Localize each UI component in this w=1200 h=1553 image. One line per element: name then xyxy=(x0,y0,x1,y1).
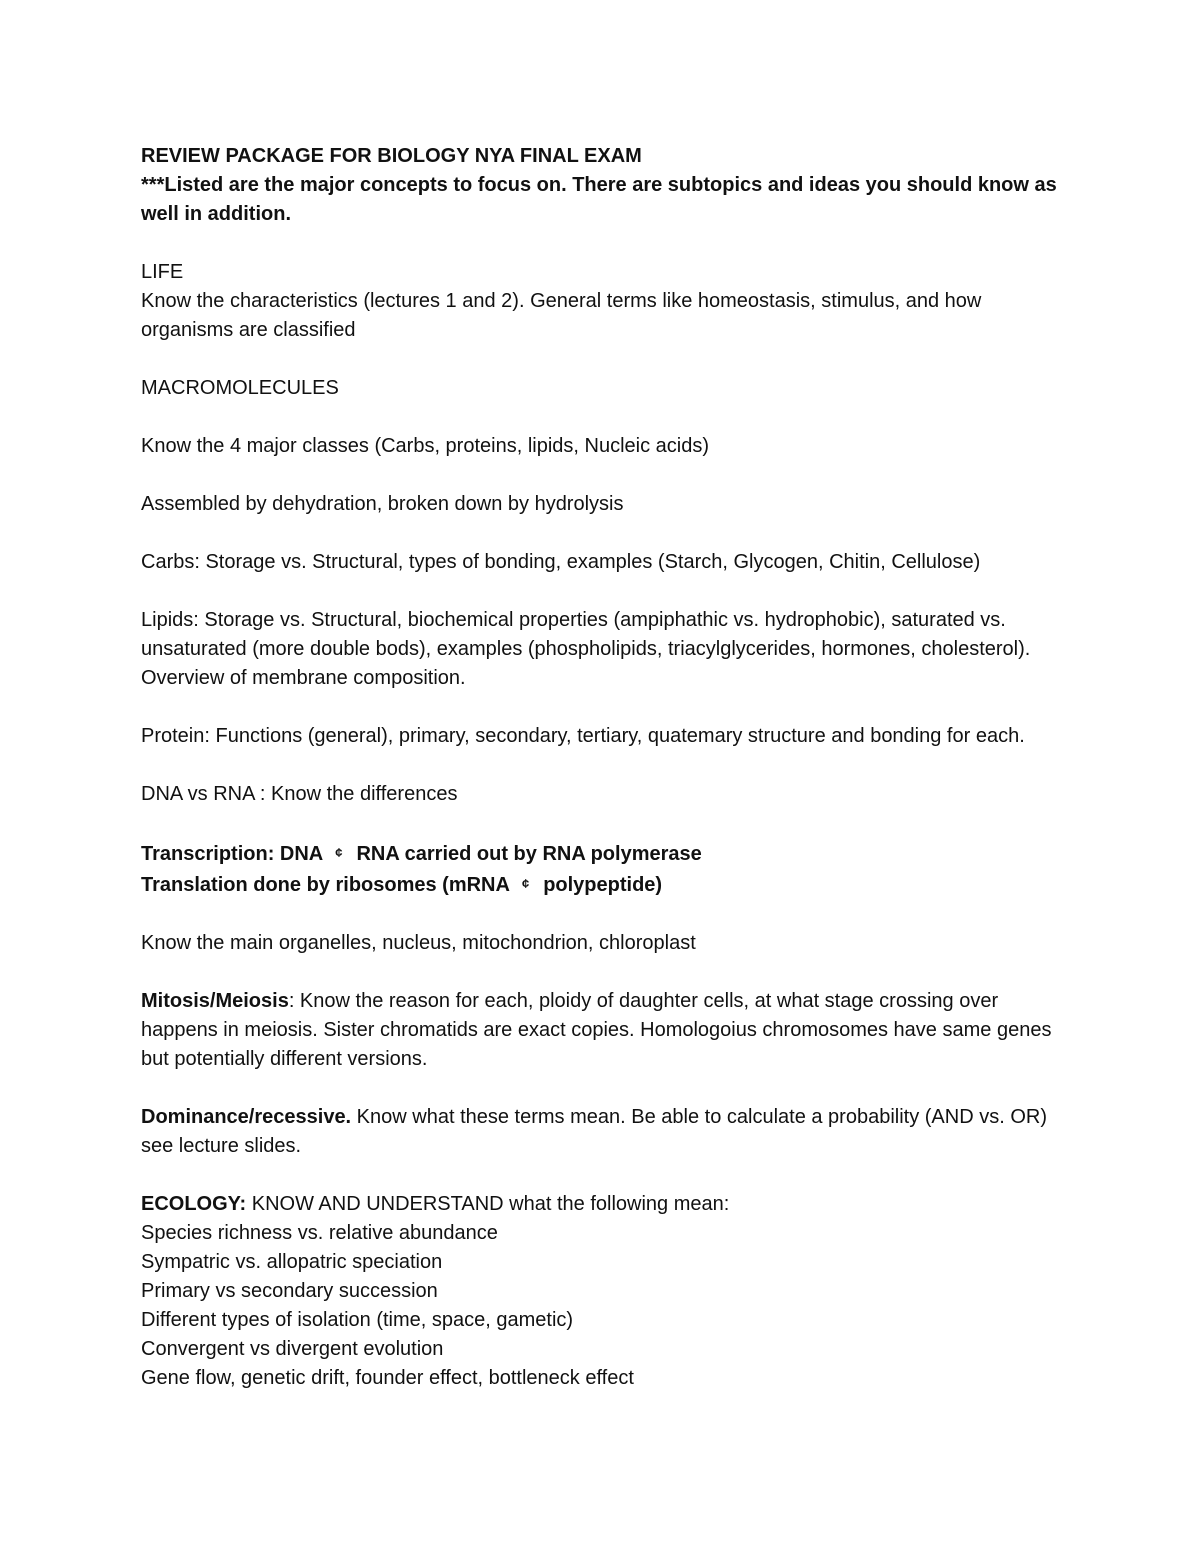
spacer xyxy=(141,900,1071,929)
spacer xyxy=(141,1074,1071,1103)
arrow-symbol: ¢ xyxy=(521,876,530,891)
spacer xyxy=(141,519,1071,548)
dominance-label: Dominance/recessive. xyxy=(141,1106,352,1128)
protein-text: Protein: Functions (general), primary, secondary, tertiary, quatemary structure and bonding for each. xyxy=(141,725,1025,747)
ecology-item: Different types of isolation (time, space, gametic) xyxy=(141,1309,574,1331)
mitosis-label: Mitosis/Meiosis xyxy=(141,990,289,1012)
document-title: REVIEW PACKAGE FOR BIOLOGY NYA FINAL EXAM xyxy=(141,145,642,167)
spacer xyxy=(141,461,1071,490)
spacer xyxy=(141,1161,1071,1190)
ecology-item: Sympatric vs. allopatric speciation xyxy=(141,1251,443,1273)
spacer xyxy=(141,577,1071,606)
intro-note: ***Listed are the major concepts to focus on. There are subtopics and ideas you should know as well in addition. xyxy=(141,174,1063,225)
dominance-paragraph xyxy=(141,1103,1071,1161)
spacer xyxy=(141,693,1071,722)
ecology-item: Species richness vs. relative abundance xyxy=(141,1222,498,1244)
lipids-text: Lipids: Storage vs. Structural, biochemical properties (ampiphathic vs. hydrophobic), saturated vs. unsaturated (more double bods), examples (phospholipids, triacylglycerides, hormones, cholesterol). Overview of membrane composition. xyxy=(141,609,1036,689)
arrow-symbol: ¢ xyxy=(335,845,343,860)
life-text: Know the characteristics (lectures 1 and 2). General terms like homeostasis, stimulus, and how organisms are classified xyxy=(141,290,987,341)
ecology-item: Convergent vs divergent evolution xyxy=(141,1338,444,1360)
mitosis-paragraph xyxy=(141,987,1071,1074)
organelles-text: Know the main organelles, nucleus, mitochondrion, chloroplast xyxy=(141,932,696,954)
ecology-item: Gene flow, genetic drift, founder effect, bottleneck effect xyxy=(141,1367,634,1389)
mitosis-text: : Know the reason for each, ploidy of daughter cells, at what stage crossing over happens in meiosis. Sister chromatids are exact copies. Homologoius chromosomes have same genes but potentially different versions. xyxy=(141,990,1058,1070)
spacer xyxy=(141,809,1071,838)
ecology-paragraph xyxy=(141,1190,1071,1219)
ecology-text: KNOW AND UNDERSTAND what the following mean: xyxy=(246,1193,730,1215)
transcription-line xyxy=(141,838,1071,869)
translation-line xyxy=(141,869,1071,900)
macro-classes: Know the 4 major classes (Carbs, proteins, lipids, Nucleic acids) xyxy=(141,435,709,457)
transcription-part1: Transcription: DNA xyxy=(141,843,324,865)
spacer xyxy=(141,751,1071,780)
macromolecules-heading: MACROMOLECULES xyxy=(141,377,339,399)
translation-part2: polypeptide) xyxy=(543,874,663,896)
transcription-part2: RNA carried out by RNA polymerase xyxy=(356,843,702,865)
spacer xyxy=(141,229,1071,258)
spacer xyxy=(141,958,1071,987)
dna-rna-text: DNA vs RNA : Know the differences xyxy=(141,783,458,805)
spacer xyxy=(141,403,1071,432)
carbs-text: Carbs: Storage vs. Structural, types of bonding, examples (Starch, Glycogen, Chitin, Cellulose) xyxy=(141,551,981,573)
spacer xyxy=(141,345,1071,374)
document-body xyxy=(141,142,1071,1393)
ecology-item: Primary vs secondary succession xyxy=(141,1280,438,1302)
macro-assembly: Assembled by dehydration, broken down by hydrolysis xyxy=(141,493,624,515)
translation-part1: Translation done by ribosomes (mRNA xyxy=(141,874,510,896)
life-heading: LIFE xyxy=(141,261,184,283)
dominance-text: Know what these terms mean. Be able to calculate a probability (AND vs. OR) see lecture slides. xyxy=(141,1106,1053,1157)
ecology-label: ECOLOGY: xyxy=(141,1193,247,1215)
